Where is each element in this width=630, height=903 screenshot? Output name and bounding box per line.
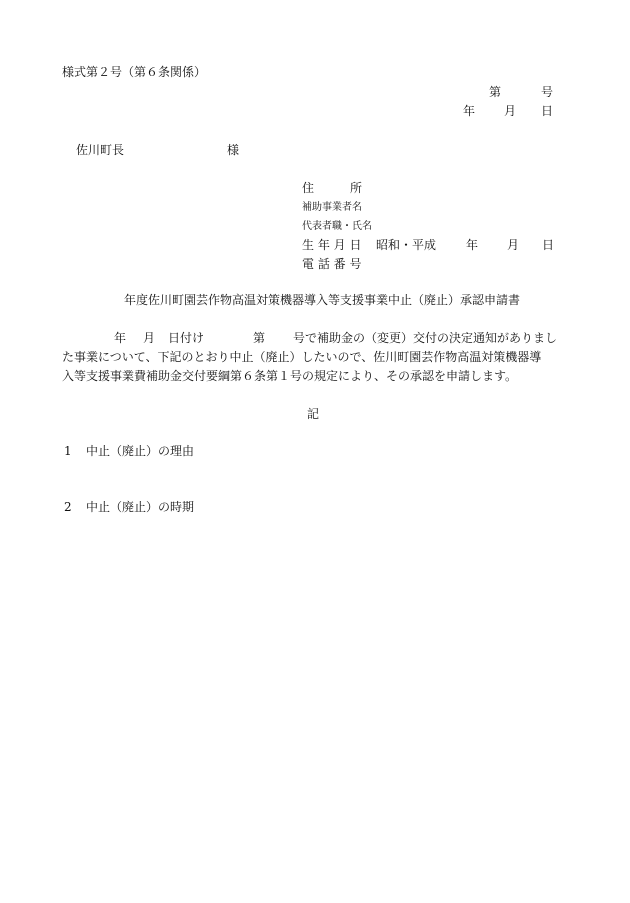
applicant-block — [302, 179, 555, 274]
body-no: 第 — [253, 331, 266, 345]
body-rest: 号で補助金の（変更）交付の決定通知がありまし — [293, 331, 558, 345]
body-line-1 — [62, 329, 582, 348]
business-name-label: 補助事業者名 — [302, 202, 362, 213]
body-line-3: 入等支援事業費補助金交付要綱第６条第１号の規定により、その承認を申請します。 — [62, 369, 518, 383]
form-label: 様式第２号（第６条関係） — [62, 65, 207, 79]
date-day: 日 — [541, 104, 554, 118]
address-label: 住 所 — [302, 181, 363, 195]
birth-day: 日 — [542, 238, 555, 252]
body-line-2: た事業について、下記のとおり中止（廃止）したいので、佐川町園芸作物高温対策機器導 — [62, 350, 542, 364]
addressee-name: 佐川町長 — [76, 143, 125, 157]
document-number-suffix: 号 — [541, 85, 554, 99]
body-year: 年 — [114, 331, 127, 345]
item-label: 中止（廃止）の時期 — [86, 500, 195, 514]
document-title: 年度佐川町園芸作物高温対策機器導入等支援事業中止（廃止）承認申請書 — [124, 293, 521, 307]
birth-year: 年 — [466, 238, 479, 252]
birth-month: 月 — [507, 238, 520, 252]
item-reason — [64, 443, 194, 459]
body-month: 月 — [143, 331, 156, 345]
representative-label: 代表者職・氏名 — [302, 221, 372, 232]
birth-row — [302, 236, 555, 255]
body-paragraph — [62, 329, 582, 386]
date-year: 年 — [463, 104, 476, 118]
phone-label: 電 話 番 号 — [302, 257, 362, 271]
item-timing — [64, 499, 194, 515]
body-dated: 日付け — [168, 331, 205, 345]
item-label: 中止（廃止）の理由 — [86, 444, 195, 458]
birth-era: 昭和・平成 — [376, 238, 437, 252]
date-month: 月 — [504, 104, 517, 118]
addressee-honorific: 様 — [227, 143, 240, 157]
ki-heading: 記 — [307, 407, 320, 421]
item-number: 2 — [64, 500, 72, 514]
item-number: 1 — [64, 444, 72, 458]
document-number-prefix: 第 — [489, 85, 502, 99]
birth-label: 生 年 月 日 — [302, 238, 362, 252]
